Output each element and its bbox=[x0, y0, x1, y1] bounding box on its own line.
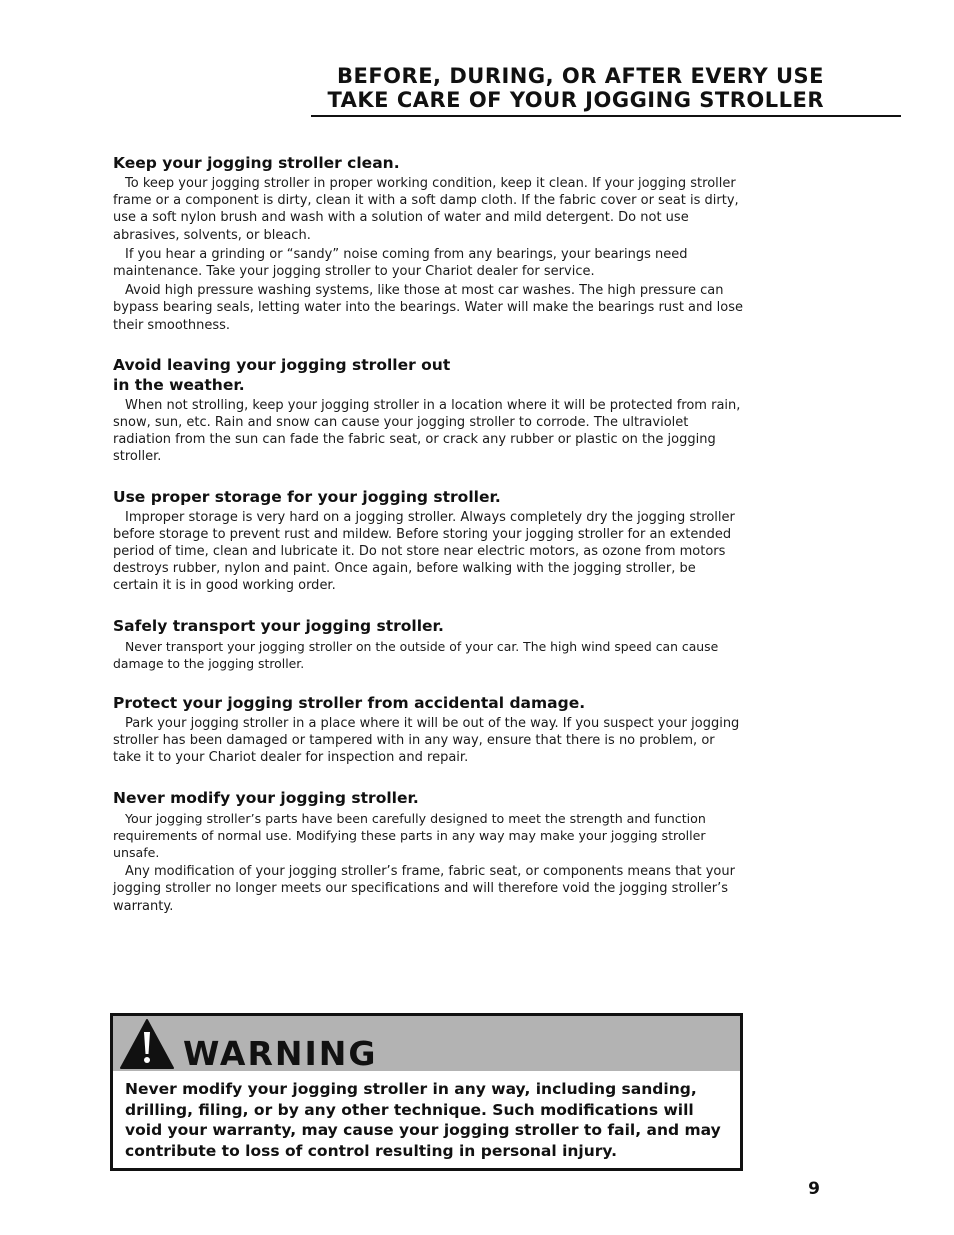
page-number: 9 bbox=[808, 1179, 820, 1199]
section-paragraph: To keep your jogging stroller in proper working condition, keep it clean. If your jogging stroller frame or a component is dirty, clean it with a soft damp cloth. If the fabric cover or seat is dirty, use a soft nylon brush and wash with a solution of water and mild detergent. Do not use abrasives, solvents, or bleach. bbox=[113, 176, 739, 243]
warning-header bbox=[113, 1016, 740, 1071]
section-paragraph: Your jogging stroller’s parts have been carefully designed to meet the strength and function requirements of normal use. Modifying these parts in any way may make your jogging stroller unsafe. bbox=[113, 810, 706, 861]
section-weather bbox=[113, 355, 745, 466]
section-paragraph: Improper storage is very hard on a jogging stroller. Always completely dry the jogging stroller before storage to prevent rust and mildew. Before storing your jogging stroller for an extended period of time, clean and lubricate it. Do not store near electric motors, as ozone from motors destroys rubber, nylon and paint. Once again, before walking with the jogging stroller, be certain it is in good working order. bbox=[113, 509, 735, 594]
section-paragraph: Never transport your jogging stroller on the outside of your car. The high wind speed can cause damage to the jogging stroller. bbox=[113, 638, 719, 671]
warning-text: Never modify your jogging stroller in any way, including sanding, drilling, filing, or by any other technique. Such modifications will void your warranty, may cause your jogging stroller to fail, and may contribute to loss of control resulting in personal injury. bbox=[125, 1080, 721, 1160]
page-header bbox=[240, 64, 824, 112]
page-title-line-2: TAKE CARE OF YOUR JOGGING STROLLER bbox=[327, 88, 824, 112]
section-heading-line: Avoid leaving your jogging stroller out bbox=[113, 355, 451, 374]
section-heading: Never modify your jogging stroller. bbox=[113, 788, 419, 807]
section-heading-line: in the weather. bbox=[113, 375, 245, 394]
page-title-line-1: BEFORE, DURING, OR AFTER EVERY USE bbox=[336, 64, 824, 88]
section-paragraph: Any modification of your jogging stroller’s frame, fabric seat, or components means that your jogging stroller no longer meets our specifications and will therefore void the jogging stroller’s warranty. bbox=[113, 864, 735, 914]
section-paragraph: Avoid high pressure washing systems, like those at most car washes. The high pressure can bypass bearing seals, letting water into the bearings. Water will make the bearings rust and lose their smoothness. bbox=[113, 283, 743, 333]
section-paragraph: Park your jogging stroller in a place where it will be out of the way. If you suspect your jogging stroller has been damaged or tampered with in any way, ensure that there is no problem, or take it to your Chariot dealer for inspection and repair. bbox=[113, 716, 740, 766]
warning-title: WARNING bbox=[183, 1034, 378, 1073]
warning-triangle-icon bbox=[119, 1018, 175, 1070]
section-clean bbox=[113, 153, 745, 334]
main-content bbox=[113, 153, 745, 936]
section-storage bbox=[113, 487, 745, 595]
section-modify bbox=[113, 788, 745, 915]
section-paragraph: When not strolling, keep your jogging stroller in a location where it will be protected from rain, snow, sun, etc. Rain and snow can cause your jogging stroller to corrode. The ultraviolet radiation from the sun can fade the fabric seat, or crack any rubber or plastic on the jogging stroller. bbox=[113, 397, 741, 465]
section-heading bbox=[113, 355, 745, 395]
section-heading: Protect your jogging stroller from accidental damage. bbox=[113, 694, 586, 713]
section-damage bbox=[113, 693, 745, 767]
section-paragraph: If you hear a grinding or “sandy” noise coming from any bearings, your bearings need maintenance. Take your jogging stroller to your Chariot dealer for service. bbox=[113, 246, 688, 280]
warning-box bbox=[110, 1013, 743, 1171]
section-heading: Safely transport your jogging stroller. bbox=[113, 616, 444, 635]
header-divider bbox=[311, 115, 901, 117]
section-heading: Keep your jogging stroller clean. bbox=[113, 154, 400, 172]
section-heading: Use proper storage for your jogging stroller. bbox=[113, 487, 501, 506]
section-transport bbox=[113, 616, 745, 672]
